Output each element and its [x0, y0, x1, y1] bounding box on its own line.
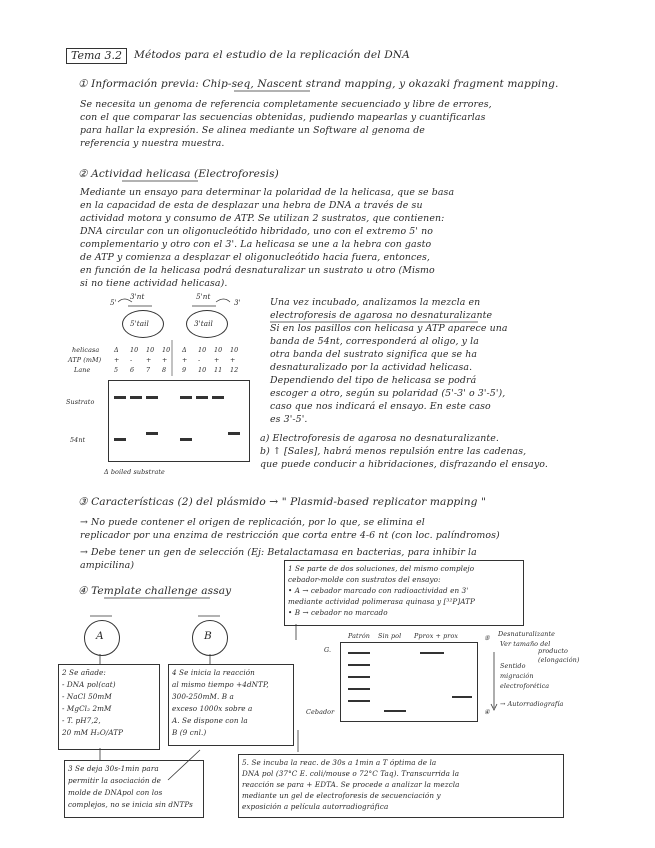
section-2-note: b) ↑ [Sales], habrá menos repulsión entre las cadenas, — [260, 446, 527, 457]
section-1-heading: ① Información previa: Chip-seq, Nascent strand mapping, y okazaki fragment mapping. — [78, 78, 559, 90]
helicasa-value: Δ — [114, 346, 119, 354]
gel-band — [196, 396, 208, 399]
gel-substrate-label: Sustrato — [66, 398, 95, 406]
step-4-line: al mismo tiempo +4dNTP, — [172, 680, 269, 689]
substrate-b-label: 3'tail — [194, 319, 213, 328]
gel2-step-marker: ⑤ — [484, 634, 490, 642]
step-3-line: permitir la asociación de — [68, 776, 162, 785]
step-2-line: - T. pH7,2, — [62, 716, 101, 725]
gel2-note: Ver tamaño del — [500, 640, 551, 648]
gel-band — [452, 696, 472, 698]
step-2-line: 2 Se añade: — [62, 668, 106, 677]
section-2-right-line: electroforesis de agarosa no desnaturalizante — [270, 310, 493, 321]
gel2-note: Desnaturalizante — [498, 630, 555, 638]
atp-value: + — [114, 356, 120, 364]
step-4-line: exceso 1000x sobre a — [172, 704, 253, 713]
gel2-col-label: Patrón — [348, 632, 371, 640]
step-5-line: exposición a película autorradiográfica — [242, 802, 389, 811]
step-2-line: - NaCl 50mM — [62, 692, 112, 701]
section-2-right-line: otra banda del sustrato significa que se ha — [270, 349, 478, 360]
atp-value: + — [214, 356, 220, 364]
gel-band — [180, 438, 192, 441]
helicasa-value: 10 — [130, 346, 139, 354]
step-1-line: • B → cebador no marcado — [288, 608, 388, 617]
section-2-right-line: Si en los pasillos con helicasa y ATP aparece una — [270, 323, 508, 334]
step-4-line: 4 Se inicia la reacción — [172, 668, 255, 677]
section-2-right-line: desnaturalizado por la actividad helicasa. — [270, 362, 473, 373]
section-2-note: que puede conducir a hibridaciones, disfrazando el ensayo. — [260, 459, 548, 470]
step-5-line: reacción se para + EDTA. Se procede a analizar la mezcla — [242, 780, 460, 789]
section-2-line: en la capacidad de esta de desplazar una hebra de DNA a través de su — [80, 200, 423, 211]
gel-caption: Δ boiled substrate — [104, 468, 165, 476]
gel-band — [146, 396, 158, 399]
lane-number: 10 — [198, 366, 207, 374]
section-2-line: actividad motora y consumo de ATP. Se utilizan 2 sustratos, que contienen: — [80, 213, 445, 224]
section-2-right-line: es 3'-5'. — [270, 414, 308, 425]
lane-number: 6 — [130, 366, 135, 374]
circle-b-label: B — [204, 630, 212, 642]
section-2-right-line: Una vez incubado, analizamos la mezcla en — [270, 297, 481, 308]
gel-band — [348, 664, 370, 666]
gel-band — [228, 432, 240, 435]
section-2-heading: ② Actividad helicasa (Electroforesis) — [78, 168, 279, 180]
gel-band — [348, 688, 370, 690]
gel2-note: Sentido — [500, 662, 526, 670]
section-2-right-line: escoger a otro, según su polaridad (5'-3' o 3'-5'), — [270, 388, 506, 399]
gel-band — [348, 652, 370, 654]
gel-band — [146, 432, 158, 435]
section-2-line: DNA circular con un oligonucleótido hibridado, uno con el extremo 5' no — [80, 226, 434, 237]
lane-number: 7 — [146, 366, 151, 374]
section-2-line: Mediante un ensayo para determinar la polaridad de la helicasa, que se basa — [80, 187, 455, 198]
step-1-line: 1 Se parte de dos soluciones, del mismo complejo — [288, 564, 475, 573]
gel-band — [384, 710, 406, 712]
gel2-step-marker: ④ — [484, 708, 490, 716]
gel-band — [130, 396, 142, 399]
helicasa-value: 10 — [146, 346, 155, 354]
lane-number: 5 — [114, 366, 119, 374]
notebook-page — [48, 40, 618, 820]
gel2-note: → Autorradiografía — [500, 700, 564, 708]
gel-band — [114, 438, 126, 441]
step-2-line: - MgCl₂ 2mM — [62, 704, 112, 713]
gel2-note: electroforética — [500, 682, 550, 690]
helicasa-value: 10 — [162, 346, 171, 354]
tail-curl — [118, 299, 132, 302]
atp-value: + — [162, 356, 168, 364]
circle-a-label: A — [96, 630, 104, 642]
flow-arrow — [168, 750, 200, 780]
lane-number: 9 — [182, 366, 187, 374]
step-4-line: A. Se dispone con la — [172, 716, 248, 725]
gel2-note: migración — [500, 672, 534, 680]
sketch-layer — [48, 40, 618, 820]
gel-band — [180, 396, 192, 399]
step-2-line: 20 mM H₂O/ATP — [62, 728, 124, 737]
step-5-line: DNA pol (37°C E. coli/mouse o 72°C Taq). Transcurrida la — [242, 769, 460, 778]
page-title: Métodos para el estudio de la replicación del DNA — [134, 49, 410, 61]
step-2-line: - DNA pol(cat) — [62, 680, 116, 689]
gel-top-label-a: 3'nt — [130, 292, 145, 301]
section-2-right-line: Dependiendo del tipo de helicasa se podrá — [270, 375, 477, 386]
step-5-line: 5. Se incuba la reac. de 30s a 1min a T óptima de la — [242, 758, 437, 767]
gel-54nt-label: 54nt — [70, 436, 86, 444]
atp-value: + — [146, 356, 152, 364]
section-3-line: → Debe tener un gen de selección (Ej: Betalactamasa en bacterias, para inhibir la — [80, 547, 477, 558]
helicasa-value: Δ — [182, 346, 187, 354]
gel2-note: producto — [538, 647, 568, 655]
section-2-line: si no tiene actividad helicasa). — [80, 278, 228, 289]
section-3-heading: ③ Características (2) del plásmido → " Plasmid-based replicator mapping " — [78, 496, 486, 508]
step-3-line: molde de DNApol con los — [68, 788, 163, 797]
gel-label-5prime: 5' — [110, 298, 117, 307]
step-3-line: complejos, no se inicia sin dNTPs — [68, 800, 193, 809]
section-2-line: de ATP y comienza a desplazar el oligonucleótido hacia fuera, entonces, — [80, 252, 430, 263]
gel-band — [348, 676, 370, 678]
substrate-a-label: 5'tail — [130, 319, 149, 328]
gel2-note: (elongación) — [538, 656, 580, 664]
section-1-line: referencia y nuestra muestra. — [80, 138, 225, 149]
section-3-line: replicador por una enzima de restricción que corta entre 4-6 nt (con loc. palíndromos) — [80, 530, 500, 541]
row-label-atp: ATP (mM) — [68, 356, 102, 364]
gel2-bottom-label: Cebador — [306, 708, 335, 716]
step-3-line: 3 Se deja 30s-1min para — [68, 764, 159, 773]
step-4-line: 300-250mM. B a — [172, 692, 234, 701]
lane-number: 11 — [214, 366, 223, 374]
step-4-line: B (9 cnl.) — [172, 728, 207, 737]
gel-label-3prime: 3' — [234, 298, 241, 307]
gel-band — [420, 652, 444, 654]
section-3-line: → No puede contener el origen de replicación, por lo que, se elimina el — [80, 517, 425, 528]
helicasa-value: 10 — [198, 346, 207, 354]
lane-number: 8 — [162, 366, 167, 374]
gel2-col-label: Sin pol — [378, 632, 402, 640]
step-1-line: mediante actividad polimerasa quinasa y [³²P]ATP — [288, 597, 475, 606]
section-2-right-line: caso que nos indicará el ensayo. En este caso — [270, 401, 491, 412]
atp-value: + — [182, 356, 188, 364]
section-1-line: para hallar la expresión. Se alinea mediante un Software al genoma de — [80, 125, 425, 136]
atp-value: - — [198, 356, 201, 364]
step-5-line: mediante un gel de electroforesis de secuenciación y — [242, 791, 441, 800]
section-1-line: Se necesita un genoma de referencia completamente secuenciado y libre de errores, — [80, 99, 492, 110]
section-1-line: con el que comparar las secuencias obtenidas, pudiendo mapearlas y cuantificarlas — [80, 112, 486, 123]
gel-band — [212, 396, 224, 399]
atp-value: - — [130, 356, 133, 364]
section-2-note: a) Electroforesis de agarosa no desnaturalizante. — [260, 433, 500, 444]
topic-tag: Tema 3.2 — [66, 48, 127, 64]
step-1-line: • A → cebador marcado con radioactividad en 3' — [288, 586, 469, 595]
gel-band — [114, 396, 126, 399]
atp-value: + — [230, 356, 236, 364]
section-3-line: ampicilina) — [80, 560, 135, 571]
gel-band — [348, 700, 370, 702]
gel2-left-label: G. — [324, 646, 332, 654]
section-2-line: en función de la helicasa podrá desnaturalizar un sustrato u otro (Mismo — [80, 265, 435, 276]
section-4-heading: ④ Template challenge assay — [78, 585, 232, 597]
gel2-col-label: Pprox + prox — [414, 632, 459, 640]
helicasa-value: 10 — [214, 346, 223, 354]
step-1-line: cebador-molde con sustratos del ensayo: — [288, 575, 441, 584]
row-label-lane: Lane — [74, 366, 91, 374]
lane-number: 12 — [230, 366, 239, 374]
section-2-right-line: banda de 54nt, corresponderá al oligo, y la — [270, 336, 479, 347]
section-2-line: complementario y otro con el 3'. La helicasa se une a la hebra con gasto — [80, 239, 432, 250]
gel-top-label-b: 5'nt — [196, 292, 211, 301]
tail-curl — [216, 299, 230, 302]
row-label-helicasa: helicasa — [72, 346, 100, 354]
helicasa-value: 10 — [230, 346, 239, 354]
